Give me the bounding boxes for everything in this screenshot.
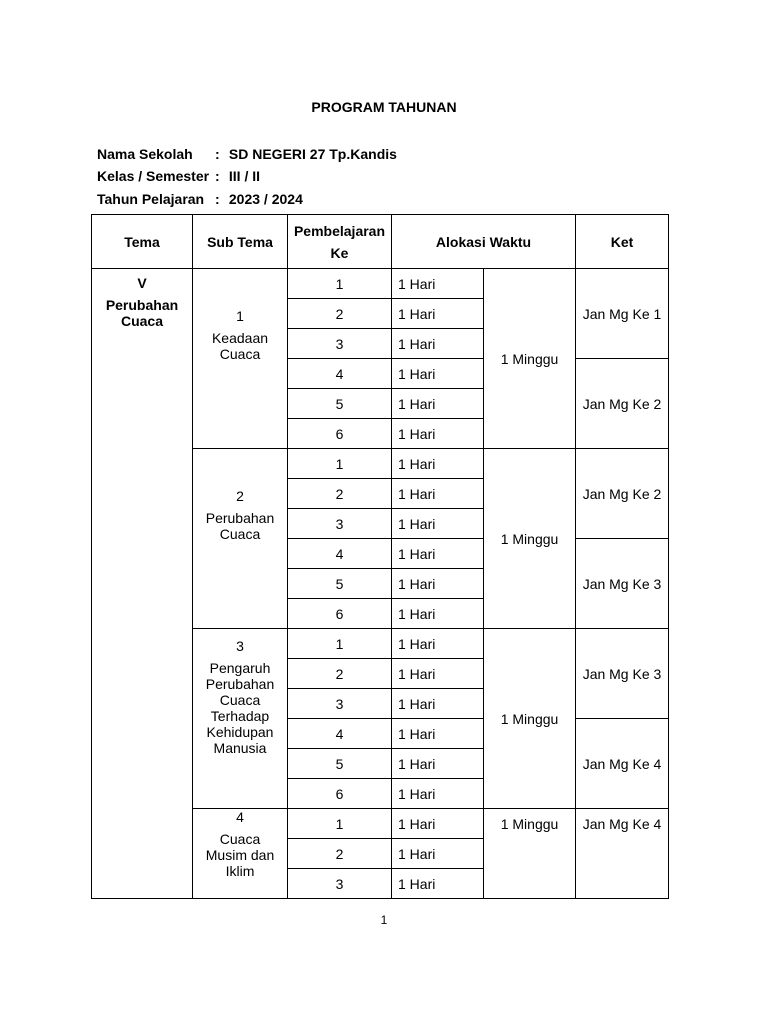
info-value: SD NEGERI 27 Tp.Kandis xyxy=(228,146,397,162)
info-class xyxy=(97,168,260,184)
subtema-name-line: Cuaca xyxy=(219,346,261,362)
subtema-number: 2 xyxy=(236,488,244,504)
pembelajaran-ke: 5 xyxy=(288,749,392,779)
pembelajaran-ke: 2 xyxy=(288,839,392,869)
pembelajaran-ke: 3 xyxy=(288,509,392,539)
header-ket: Ket xyxy=(576,215,669,269)
subtema-name-line: Keadaan xyxy=(211,330,269,346)
alokasi-hari: 1 Hari xyxy=(392,869,484,899)
subtema-name-line: Perubahan xyxy=(205,510,275,526)
alokasi-minggu: 1 Minggu xyxy=(484,449,576,629)
subtema-name-line: Manusia xyxy=(213,740,267,756)
info-label: Kelas / Semester xyxy=(97,168,210,184)
pembelajaran-ke: 6 xyxy=(288,419,392,449)
subtema-cell xyxy=(193,629,288,809)
pembelajaran-ke: 5 xyxy=(288,389,392,419)
subtema-name-line: Cuaca xyxy=(219,831,261,847)
tema-number: V xyxy=(137,275,147,291)
subtema-name xyxy=(193,831,287,879)
subtema-name-line: Iklim xyxy=(225,863,255,879)
ket-cell: Jan Mg Ke 2 xyxy=(576,359,669,449)
subtema-cell xyxy=(193,449,288,629)
tema-name-line2: Cuaca xyxy=(120,313,164,329)
subtema-name-line: Pengaruh xyxy=(209,660,271,676)
alokasi-hari: 1 Hari xyxy=(392,659,484,689)
subtema-number: 1 xyxy=(236,308,244,324)
alokasi-hari: 1 Hari xyxy=(392,569,484,599)
subtema-name-line: Kehidupan xyxy=(206,724,274,740)
pembelajaran-ke: 4 xyxy=(288,359,392,389)
pembelajaran-ke: 1 xyxy=(288,809,392,839)
pembelajaran-ke: 6 xyxy=(288,599,392,629)
info-year xyxy=(97,191,303,207)
alokasi-hari: 1 Hari xyxy=(392,359,484,389)
alokasi-minggu: 1 Minggu xyxy=(484,809,576,899)
subtema-cell xyxy=(193,809,288,899)
pembelajaran-ke: 4 xyxy=(288,719,392,749)
subtema-number: 3 xyxy=(236,638,244,654)
info-value: III / II xyxy=(228,168,261,184)
subtema-name xyxy=(193,660,287,756)
pembelajaran-ke: 2 xyxy=(288,299,392,329)
info-colon: : xyxy=(215,146,220,162)
header-tema: Tema xyxy=(92,215,193,269)
pembelajaran-ke: 2 xyxy=(288,479,392,509)
header-pembelajaran-line2: Ke xyxy=(330,244,349,261)
header-alokasi: Alokasi Waktu xyxy=(392,215,576,269)
info-colon: : xyxy=(215,191,220,207)
pembelajaran-ke: 3 xyxy=(288,689,392,719)
alokasi-minggu: 1 Minggu xyxy=(484,269,576,449)
page-number: 1 xyxy=(380,913,388,927)
ket-cell: Jan Mg Ke 1 xyxy=(576,269,669,359)
subtema-name-line: Cuaca xyxy=(219,526,261,542)
alokasi-hari: 1 Hari xyxy=(392,839,484,869)
pembelajaran-ke: 1 xyxy=(288,629,392,659)
ket-cell: Jan Mg Ke 4 xyxy=(576,809,669,899)
header-pembelajaran-line1: Pembelajaran xyxy=(293,222,386,239)
tema-name xyxy=(92,297,192,329)
alokasi-hari: 1 Hari xyxy=(392,329,484,359)
alokasi-hari: 1 Hari xyxy=(392,599,484,629)
pembelajaran-ke: 1 xyxy=(288,449,392,479)
alokasi-hari: 1 Hari xyxy=(392,419,484,449)
pembelajaran-ke: 1 xyxy=(288,269,392,299)
alokasi-hari: 1 Hari xyxy=(392,299,484,329)
subtema-name-line: Cuaca xyxy=(219,692,261,708)
ket-cell: Jan Mg Ke 2 xyxy=(576,449,669,539)
alokasi-hari: 1 Hari xyxy=(392,689,484,719)
tema-cell xyxy=(92,269,193,899)
alokasi-hari: 1 Hari xyxy=(392,539,484,569)
info-value: 2023 / 2024 xyxy=(228,191,303,207)
subtema-name-line: Musim dan xyxy=(205,847,275,863)
alokasi-hari: 1 Hari xyxy=(392,479,484,509)
pembelajaran-ke: 3 xyxy=(288,869,392,899)
table-row xyxy=(92,269,669,299)
ket-cell: Jan Mg Ke 3 xyxy=(576,539,669,629)
alokasi-hari: 1 Hari xyxy=(392,269,484,299)
info-colon: : xyxy=(215,168,220,184)
alokasi-hari: 1 Hari xyxy=(392,779,484,809)
header-sub-tema: Sub Tema xyxy=(193,215,288,269)
alokasi-hari: 1 Hari xyxy=(392,809,484,839)
subtema-name xyxy=(193,330,287,362)
ket-cell: Jan Mg Ke 3 xyxy=(576,629,669,719)
pembelajaran-ke: 4 xyxy=(288,539,392,569)
info-label: Nama Sekolah xyxy=(97,146,193,162)
subtema-number: 4 xyxy=(236,809,244,825)
pembelajaran-ke: 2 xyxy=(288,659,392,689)
ket-cell: Jan Mg Ke 4 xyxy=(576,719,669,809)
subtema-name-line: Terhadap xyxy=(210,708,270,724)
info-label: Tahun Pelajaran xyxy=(97,191,205,207)
tema-name-line1: Perubahan xyxy=(105,297,179,313)
pembelajaran-ke: 6 xyxy=(288,779,392,809)
subtema-name xyxy=(193,510,287,542)
pembelajaran-ke: 3 xyxy=(288,329,392,359)
table-body xyxy=(92,269,669,899)
header-pembelajaran xyxy=(288,215,392,269)
alokasi-minggu: 1 Minggu xyxy=(484,629,576,809)
program-table xyxy=(91,214,669,899)
table-header-row xyxy=(92,215,669,269)
alokasi-hari: 1 Hari xyxy=(392,749,484,779)
alokasi-hari: 1 Hari xyxy=(392,719,484,749)
alokasi-hari: 1 Hari xyxy=(392,449,484,479)
subtema-name-line: Perubahan xyxy=(205,676,275,692)
alokasi-hari: 1 Hari xyxy=(392,389,484,419)
info-school xyxy=(97,146,397,162)
subtema-cell xyxy=(193,269,288,449)
alokasi-hari: 1 Hari xyxy=(392,509,484,539)
alokasi-hari: 1 Hari xyxy=(392,629,484,659)
document-title: PROGRAM TAHUNAN xyxy=(311,99,457,115)
pembelajaran-ke: 5 xyxy=(288,569,392,599)
